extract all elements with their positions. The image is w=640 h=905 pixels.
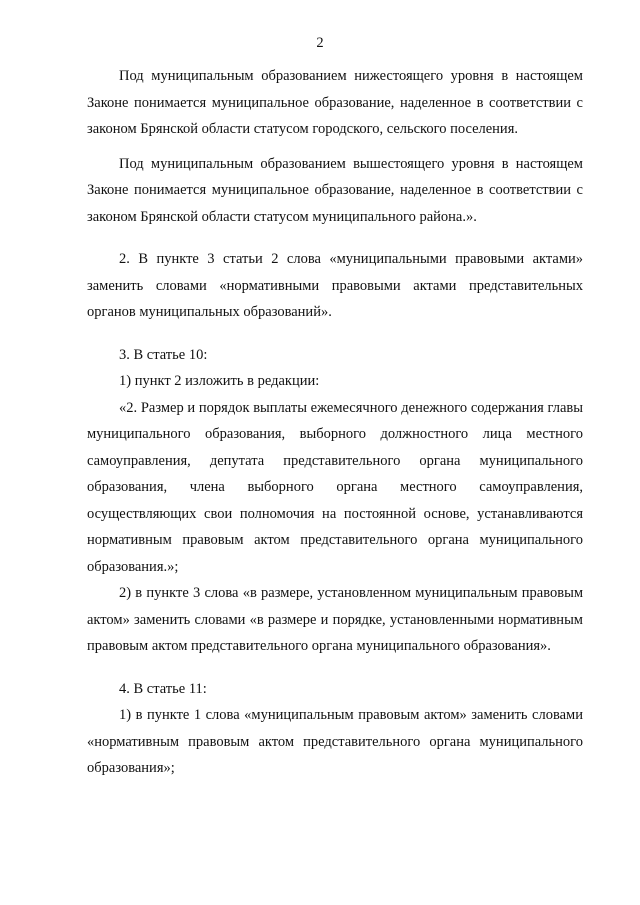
paragraph-item-3-subitem-1: 1) пункт 2 изложить в редакции: [119, 373, 320, 389]
paragraph-item-4-heading: 4. В статье 11: [119, 680, 207, 697]
paragraph-lower-level-definition: Под муниципальным образованием нижестоящего уровня в настоящем Законе понимается муниципальное образование, наделенное в соответствии с законом Брянской области статусом городского, сельского поселения. [87, 68, 583, 137]
page-number: 2 [316, 35, 324, 51]
paragraph-item-3-subitem-2: 2) в пункте 3 слова «в размере, установленном муниципальным правовым актом» заменить словами «в размере и порядке, установленными нормативным правовым актом представительного органа муниципального образования». [87, 585, 583, 654]
paragraph-item-4-subitem-1: 1) в пункте 1 слова «муниципальным правовым актом» заменить словами «нормативным правовым актом представительного органа муниципального образования»; [87, 707, 583, 776]
paragraph-item-3-quoted-text: «2. Размер и порядок выплаты ежемесячного денежного содержания главы муниципального образования, выборного должностного лица местного самоуправления, депутата представительного органа муниципального образования, члена выборного органа местного самоуправления, осуществляющих свои полномочия на постоянной основе, устанавливаются нормативным правовым актом представительного органа муниципального образования.»; [87, 399, 583, 575]
paragraph-upper-level-definition: Под муниципальным образованием вышестоящего уровня в настоящем Законе понимается муниципальное образование, наделенное в соответствии с законом Брянской области статусом муниципального района.». [87, 155, 583, 225]
paragraph-item-3-heading: 3. В статье 10: [119, 346, 208, 363]
document-body [87, 63, 583, 782]
paragraph-item-2: 2. В пункте 3 статьи 2 слова «муниципальными правовыми актами» заменить словами «нормативными правовыми актами представительных органов муниципальных образований». [87, 251, 583, 320]
